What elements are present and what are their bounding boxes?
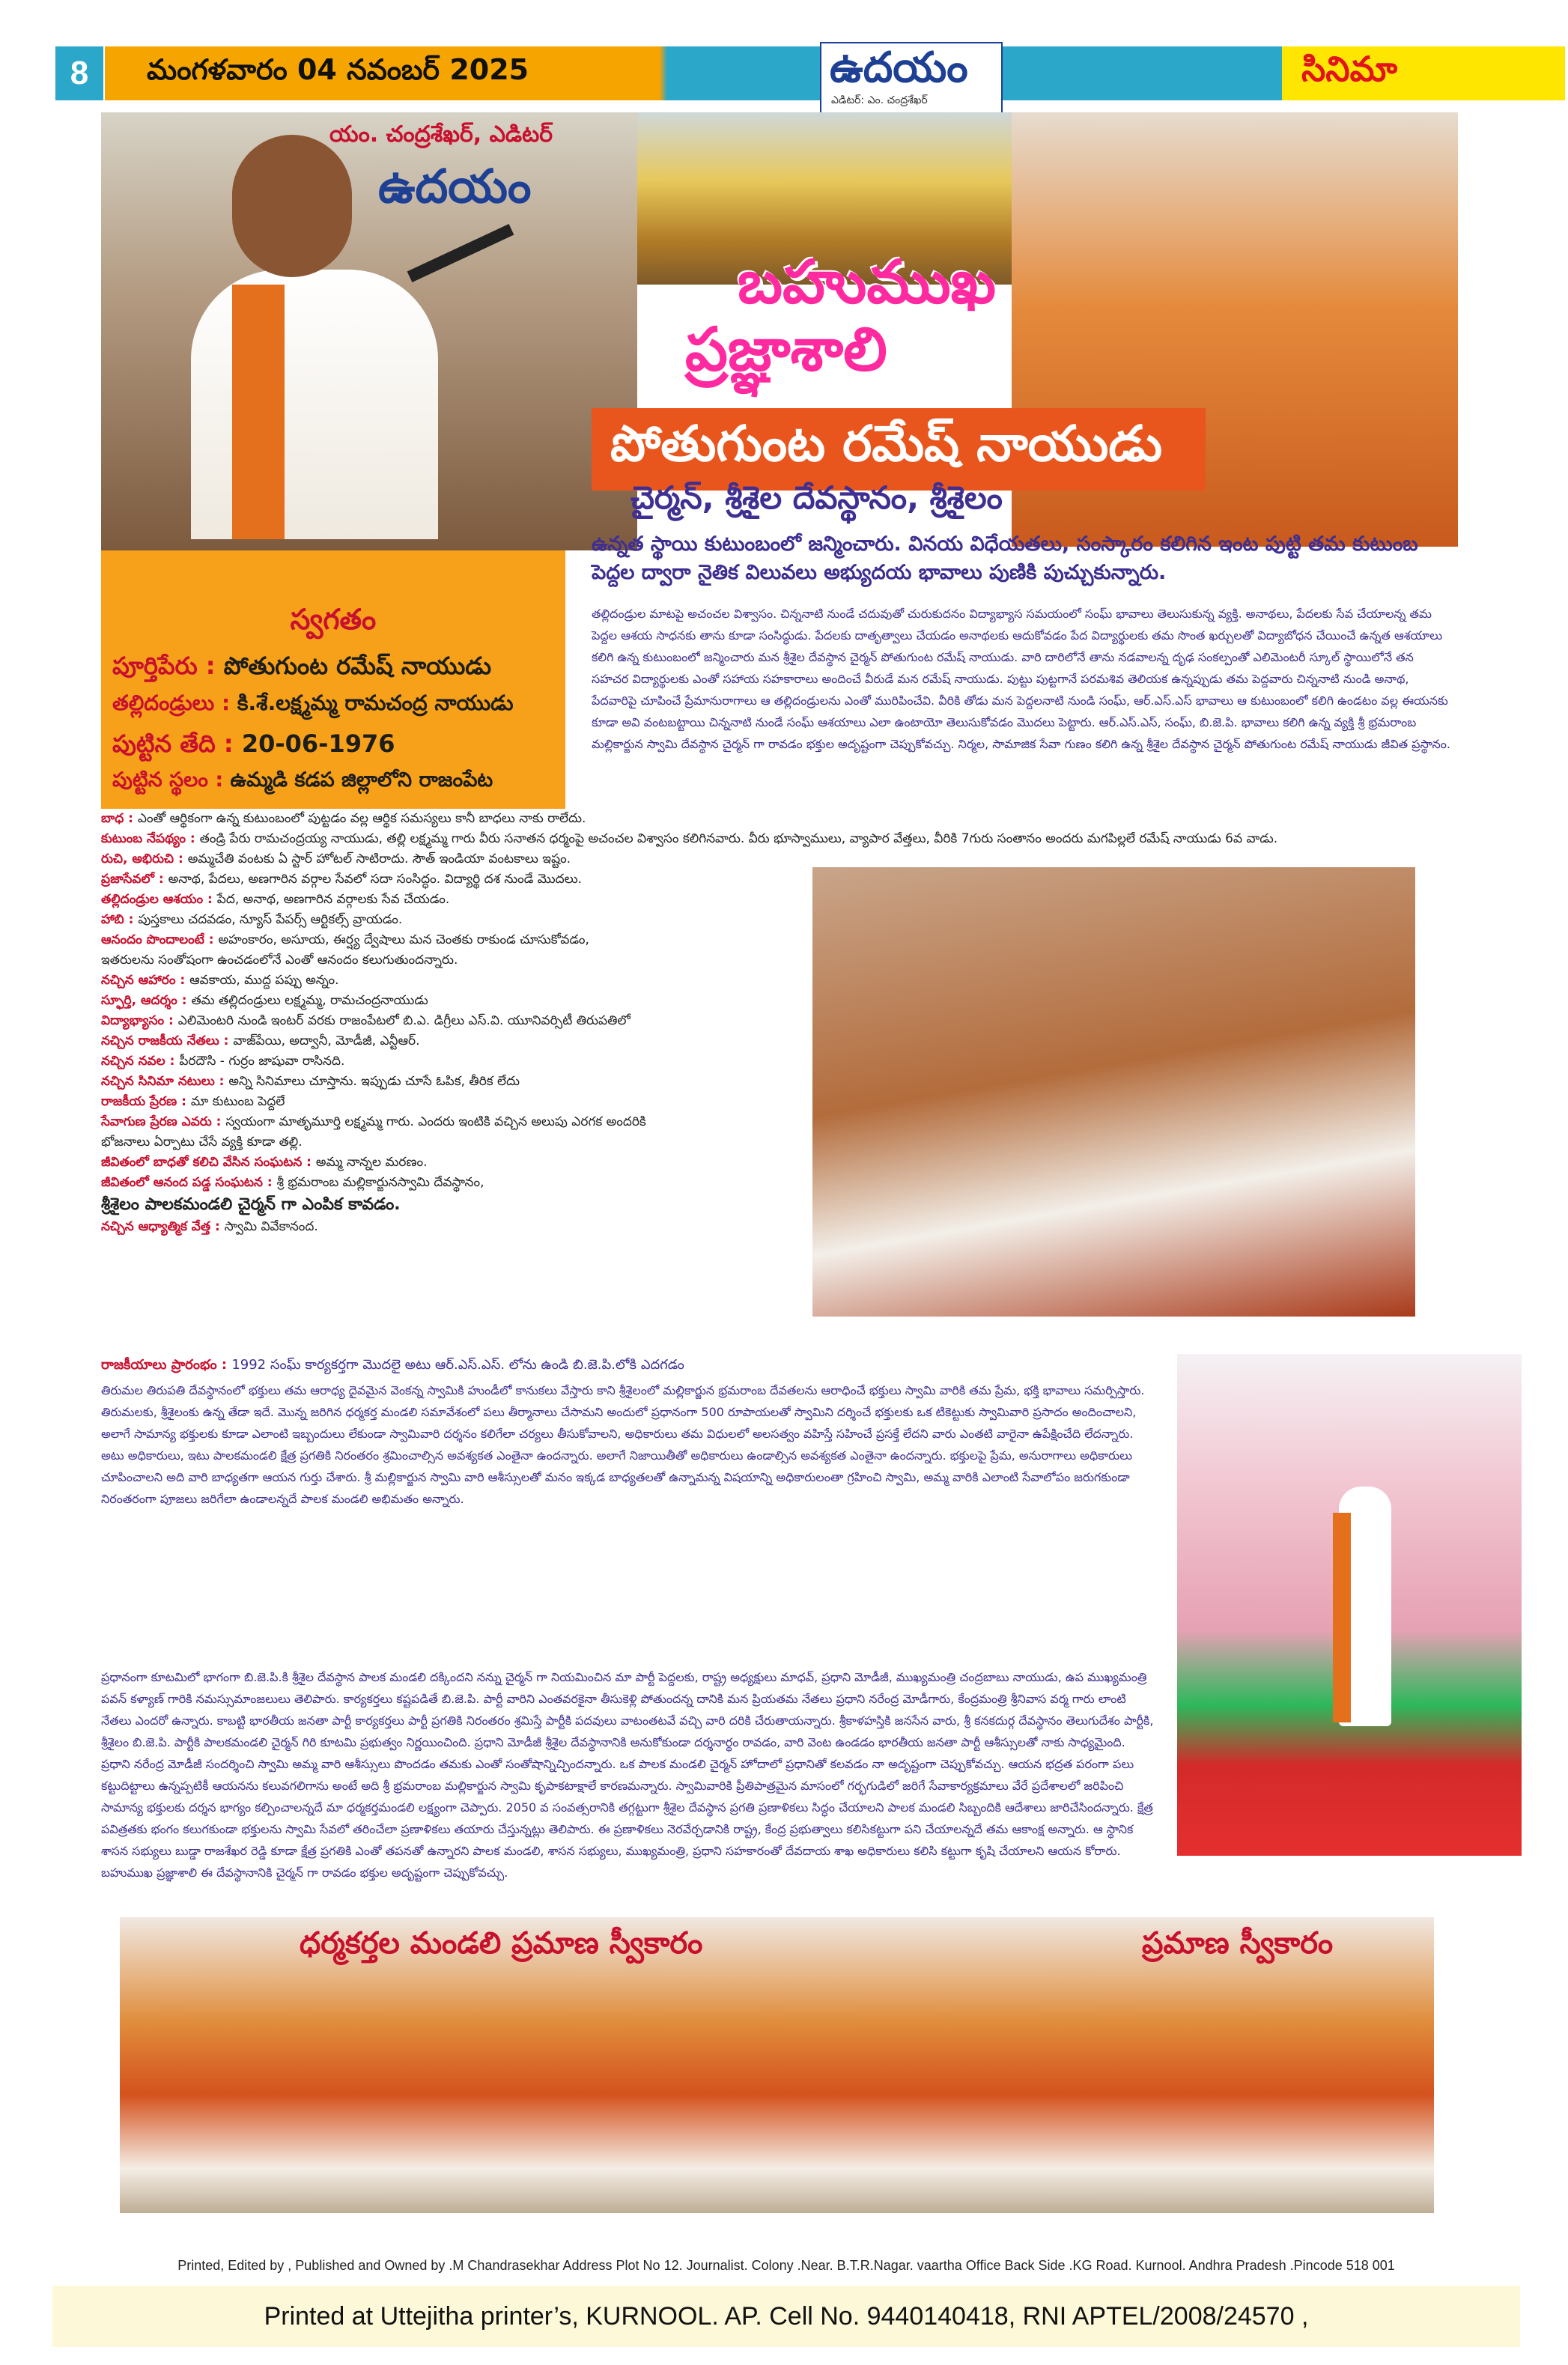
profile-row: పుట్టిన తేది : 20-06-1976: [112, 729, 395, 758]
intro-lead: ఉన్నత స్థాయి కుటుంబంలో జన్మించారు. వినయ విధేయతలు, సంస్కారం కలిగిన ఇంట పుట్టి తమ కుటుంబ పెద్దల ద్వారా నైతిక విలువలు అభ్యుదయ భావాలు పుణికి పుచ్చుకున్నారు.: [592, 532, 1418, 584]
speech-photo: [812, 867, 1415, 1317]
ceremony-banner-right: ప్రమాణ స్వీకారం: [1142, 1926, 1334, 1961]
fact-item: నచ్చిన సినిమా నటులు : అన్ని సినిమాలు చూస్తాను. ఇప్పుడు చూసే ఓపిక, తీరిక లేదు: [101, 1074, 520, 1089]
hero-photo-figure: [191, 270, 438, 539]
editor-name: యం. చంద్రశేఖర్, ఎడిటర్: [329, 121, 553, 148]
politics-body-1: తిరుమల తిరుపతి దేవస్థానంలో భక్తులు తమ ఆరాధ్య దైవమైన వెంకన్న స్వామికి హుండీలో కానుకలు వేస్తారు కాని శ్రీశైలంలో మల్లికార్జున భ్రమరాంబ దేవతలను ఆరాధించే భక్తులు స్వామి వారికి తమ ప్రేమ, భక్తి భావాలు సమర్పిస్తారు. తిరుమలకు, శ్రీశైలంకు ఉన్న తేడా ఇదే. మొన్న జరిగిన ధర్మకర్త మండలి సమావేశంలో పలు తీర్మానాలు చేసామని అందులో ప్రధానంగా 500 రూపాయలతో స్వామిని దర్శించే భక్తులకు ఒక టికెట్టుకు స్వామివారి ప్రసాదం అందించాలని, అలాగే సామాన్య భక్తులకు కూడా ఎలాంటి ఇబ్బందులు లేకుండా స్వామివారి దర్శనం కలిగేలా చర్యలు తీసుకోవాలని, అధికారులు తమ విధులలో అలసత్వం వహిస్తే సహించే ప్రసక్తే లేదని వారు ఎంతటి వారైనా ఉపేక్షించేది లేదన్నారు. అటు అధికారులు, ఇటు పాలకమండలి క్షేత్ర ప్రగతికి నిరంతరం శ్రమించాల్సిన అవశ్యకత ఎంతైనా ఉందన్నారు. అలాగే నిజాయితీతో అధికారులు ఉండాల్సిన అవశ్యకత ఎంతైనా ఉందన్నారు. భక్తులపై ప్రేమ, అనురాగాలు అధికారులు చూపించాలని అది వారి బాధ్యతగా ఆయన గుర్తు చేశారు. శ్రీ మల్లికార్జున స్వామి వారి ఆశీస్సులతో మనం ఇక్కడ బాధ్యతలతో ఉన్నామన్న విషయాన్ని అధికారులంతా గ్రహించి స్వామి, అమ్మ వారికి ఎలాంటి సేవాలోపం జరుగకుండా నిరంతరంగా పూజలు జరిగేలా ఉండాలన్నదే పాలక మండలి అభిమతం అన్నారు.: [101, 1383, 1145, 1506]
profile-row: పుట్టిన స్థలం : ఉమ్మడి కడప జిల్లాలోని రాజంపేట: [112, 768, 493, 792]
printer-line: Printed at Uttejitha printer’s, KURNOOL. AP. Cell No. 9440140418, RNI APTEL/2008/24570 ,: [52, 2286, 1520, 2347]
fact-item: బాధ : ఎంతో ఆర్థికంగా ఉన్న కుటుంబంలో పుట్టడం వల్ల ఆర్థిక సమస్యలు కానీ బాధలు నాకు రాలేదు.: [101, 811, 586, 826]
fact-item: భోజనాలు ఏర్పాటు చేసే వ్యక్తి కూడా తల్లి.: [101, 1135, 303, 1150]
profile-row: తల్లిదండ్రులు : కి.శే.లక్ష్మమ్మ రామచంద్ర నాయుడు: [112, 690, 514, 715]
hero-photo-scarf: [232, 285, 285, 539]
fact-item: నచ్చిన ఆధ్యాత్మిక వేత్త : స్వామి వివేకానంద.: [101, 1219, 318, 1234]
hero-photo-face: [232, 135, 352, 277]
profile-row: పూర్తిపేరు : పోతుగుంట రమేష్ నాయుడు: [112, 652, 492, 680]
issue-date: మంగళవారం 04 నవంబర్ 2025: [147, 53, 529, 86]
fact-item: స్ఫూర్తి, ఆదర్శం : తమ తల్లిదండ్రులు లక్ష్మమ్మ, రామచంద్రనాయుడు: [101, 993, 428, 1008]
fact-item: హాబి : పుస్తకాలు చదవడం, న్యూస్ పేపర్స్ ఆర్టికల్స్ వ్రాయడం.: [101, 912, 403, 927]
politics-section: [101, 1354, 1157, 1510]
fact-item: శ్రీశైలం పాలకమండలి చైర్మన్ గా ఎంపిక కావడం.: [101, 1195, 401, 1214]
fact-item: జీవితంలో బాధతో కలిచి వేసిన సంఘటన : అమ్మ నాన్నల మరణం.: [101, 1155, 428, 1170]
fact-item: ప్రజాసేవలో : అనాథ, పేదలు, అణగారిన వర్గాల సేవలో సదా సంసిద్ధం. విద్యార్థి దశ నుండే మొదలు.: [101, 872, 582, 887]
fact-item: రాజకీయ ప్రేరణ : మా కుటుంబ పెద్దలే: [101, 1094, 285, 1109]
politics-lead: రాజకీయాలు ప్రారంభం : 1992 సంఘ్ కార్యకర్తగా మొదలై అటు ఆర్.ఎస్.ఎస్. లోను ఉండి బి.జె.పి.లోకి ఎదగడం: [101, 1357, 684, 1373]
fact-item: నచ్చిన ఆహారం : ఆవకాయ, ముద్ద పప్పు అన్నం.: [101, 973, 339, 988]
fact-item: సేవాగుణ ప్రేరణ ఎవరు : స్వయంగా మాతృమూర్తి లక్ష్మమ్మ గారు. ఎందరు ఇంటికి వచ్చిన అలుపు ఎరగక అందరికి: [101, 1114, 646, 1129]
editor-paper-logo: ఉదయం: [378, 159, 532, 213]
headline-line-2: ప్రజ్ఞాశాలి: [685, 315, 887, 384]
profile-title: స్వగతం: [290, 603, 377, 636]
fact-item: రుచి, అభిరుచి : అమ్మచేతి వంటకు ఏ స్టార్ హోటల్ సాటిరాదు. సౌత్ ఇండియా వంటకాలు ఇష్టం.: [101, 851, 571, 866]
designation: చైర్మన్, శ్రీశైల దేవస్థానం, శ్రీశైలం: [630, 479, 1003, 516]
fact-item: నచ్చిన నవల : పీరదౌసి - గుర్రం జాషువా రాసినది.: [101, 1054, 345, 1069]
headline-line-1: బహుముఖ: [738, 247, 997, 317]
imprint-line: Printed, Edited by , Published and Owned by .M Chandrasekhar Address Plot No 12. Journalist. Colony .Near. B.T.R.Nagar. vaartha Office Back Side .KG Road. Kurnool. Andhra Pradesh .Pincode 518 001: [52, 2244, 1520, 2287]
fact-item: విద్యాభ్యాసం : ఎలిమెంటరి నుండి ఇంటర్ వరకు రాజంపేటలో బి.ఎ. డిగ్రీలు ఎస్.వి. యూనివర్సిటీ తిరుపతిలో: [101, 1013, 630, 1028]
section-title: సినిమా: [1301, 49, 1398, 89]
masthead-sub: ఎడిటర్: ఎం. చంద్రశేఖర్: [831, 94, 928, 106]
fact-item: జీవితంలో ఆనంద పడ్డ సంఘటన : శ్రీ భ్రమరాంబ మల్లికార్జునస్వామి దేవస్థానం,: [101, 1175, 484, 1190]
fact-item: తల్లిదండ్రుల ఆశయం : పేద, అనాథ, అణగారిన వర్గాలకు సేవ చేయడం.: [101, 892, 450, 907]
page-number: 8: [55, 46, 103, 100]
intro-body: తల్లిదండ్రుల మాటపై అచంచల విశ్వాసం. చిన్ననాటి నుండే చదువుతో చురుకుదనం విద్యాభ్యాస సమయంలో సంఘ్ భావాలు తెలుసుకున్న వ్యక్తి. అనాథలు, పేదలకు సేవ చేయాలన్న తమ పెద్దల ఆశయ సాధనకు తాను కూడా సంసిద్ధుడు. పేదలకు దాతృత్వాలు చేయడం అనాథలకు ఆదుకోవడం పేద విద్యార్థులకు తమ సొంత ఖర్చులతో విద్యాబోధన చేయించే ఉన్నత ఆశయాలు కలిగి ఉన్న కుటుంబంలో జన్మించారు మన శ్రీశైల దేవస్థాన చైర్మన్ పోతుగుంట రమేష్ నాయుడు. వారి దారిలోనే తాను నడవాలన్న దృఢ సంకల్పంతో ఎలిమెంటరీ స్కూల్ స్థాయిలోనే తన సహచర విద్యార్థులకు ఎంతో సహాయ సహకారాలు అందించే వీరుడే మన రమేష్ నాయుడు. పుట్టు పుట్టగానే పరమశివ తెలియక ఉన్నప్పుడు తమ పెద్దవారు చిన్ననాటి నుండి అనాథ, పేదవారిపై చూపించే ప్రేమానురాగాలు ఆ తల్లిదండ్రులను ఎంతో మురిపించేవి. వీరికి తోడు మన పెద్దలనాటి నుండి సంఘ్, ఆర్.ఎస్.ఎస్ భావాలు ఆ కుటుంబంలో కలిగి ఉండటం వల్ల ఈయనకు కూడా అవి వంటబట్టాయి చిన్ననాటి నుండే సంఘ్ ఆశయాలు ఎలా ఉంటాయో తెలుసుకోవడం మొదలు పెట్టారు. ఆర్.ఎస్.ఎస్, సంఘ్, బి.జె.పి. భావాలు కలిగి ఉన్న వ్యక్తి శ్రీ భ్రమరాంబ మల్లికార్జున స్వామి దేవస్థాన చైర్మన్ గా రావడం భక్తుల అదృష్టంగా చెప్పుకోవచ్చు. నిర్మల, సామాజిక సేవా గుణం కలిగి ఉన్న శ్రీశైల దేవస్థాన చైర్మన్ పోతుగుంట రమేష్ నాయుడు జీవిత ప్రస్థానం.: [592, 607, 1450, 751]
masthead-logo: ఉదయం: [830, 43, 968, 92]
fact-item: ఆనందం పొందాలంటే : అహంకారం, అసూయ, ఈర్ష్య ద్వేషాలు మన చెంతకు రాకుండ చూసుకోవడం,: [101, 932, 589, 947]
politics-body-2: ప్రధానంగా కూటమిలో భాగంగా బి.జె.పి.కి శ్రీశైల దేవస్థాన పాలక మండలి దక్కిందని నన్ను చైర్మన్ గా నియమించిన మా పార్టీ పెద్దలకు, రాష్ట్ర అధ్యక్షులు మాధవ్, ప్రధాని మోడీజీ, ముఖ్యమంత్రి చంద్రబాబు నాయుడు, ఉప ముఖ్యమంత్రి పవన్ కళ్యాణ్ గారికి నమస్సుమాంజలులు తెలిపారు. కార్యకర్తలు కష్టపడితే బి.జె.పి. పార్టీ వారిని ఎంతవరకైనా తీసుకెళ్లి పోతుందన్న దానికి మన ప్రియతమ నేతలు ప్రధాని నరేంద్ర మోడీగారు, కేంద్రమంత్రి శ్రీనివాస వర్మ గారు లాంటి నేతలు ఎందరో ఉన్నారు. కాబట్టి భారతీయ జనతా పార్టీ కార్యకర్తలు పార్టీ ప్రగతికి నిరంతరం శ్రమిస్తే పార్టీకి పదవులు వాటంతటవే వచ్చి వారి దరికి చేరుతాయన్నారు. శ్రీకాళహస్తికి జనసేన వారు, శ్రీ కనకదుర్గ దేవస్థానం తెలుగుదేశం పార్టీకి, శ్రీశైలం బి.జె.పి. పార్టీకి పాలకమండలి చైర్మన్ గిరి కూటమి ప్రభుత్వం నిర్ణయించింది. ప్రధాని మోడీజీ శ్రీశైల దేవస్థానానికి అనుకోకుండా దర్శనార్థం రావడం, వారి వెంట ఉండడం భారతీయ జనతా పార్టీ ఆశీస్సులతో నాకు సాధ్యమైంది. ప్రధాని నరేంద్ర మోడీజీ సందర్శించి స్వామి అమ్మ వారి ఆశీస్సులు పొందడం తమకు ఎంతో సంతోషాన్నిచ్చిందన్నారు. ఒక పాలక మండలి చైర్మన్ హోదాలో ప్రధానితో కలవడం నా అదృష్టంగా చెప్పుకోవచ్చు. ఆయన భద్రత పరంగా పలు కట్టుదిట్టాలు ఉన్నప్పటికీ ఆయనను కలువగలిగాను అంటే అది శ్రీ భ్రమరాంబ మల్లికార్జున స్వామి కృపాకటాక్షాలే కారణమన్నారు. స్వామివారికి ప్రీతిపాత్రమైన మాసంలో గర్భగుడిలో జరిగే సేవాకార్యక్రమాలు వేరే ప్రదేశాలలో జరిపించి సామాన్య భక్తులకు దర్శన భాగ్యం కల్పించాలన్నదే మా ధర్మకర్తమండలి లక్ష్యంగా చెప్పారు. 2050 వ సంవత్సరానికి తగ్గట్టుగా శ్రీశైల దేవస్థాన ప్రగతి ప్రణాళికలు సిద్ధం చేయాలని పాలక మండలి సిబ్బందికి ఆదేశాలు జారిచేసిందన్నారు. క్షేత్ర పవిత్రతకు భంగం కలుగకుండా భక్తులను స్వామి సేవలో తరించేలా ప్రణాళికలు తయారు చేస్తున్నట్లు తెలిపారు. ఈ ప్రణాళికలు నెరవేర్చడానికి రాష్ట్ర, కేంద్ర ప్రభుత్వాలు కలిసికట్టుగా పని చేయాలన్నదే తమ ఆకాంక్ష అన్నారు. ఆ స్థానిక శాసన సభ్యులు బుడ్డా రాజశేఖర రెడ్డి కూడా క్షేత్ర ప్రగతికి ఎంతో తపనతో ఉన్నారని పాలక మండలి, శాసన సభ్యులు, ముఖ్యమంత్రి, ప్రధాని సహకారంతో దేవదాయ శాఖ అధికారులు కలిసి కట్టుగా కృషి చేయాలని ఆయన కోరారు. బహుముఖ ప్రజ్ఞాశాలి ఈ దేవస్థానానికి చైర్మన్ గా రావడం భక్తుల అదృష్టంగా చెప్పుకోవచ్చు.: [101, 1670, 1154, 1880]
temple-entrance-scarf: [1333, 1513, 1351, 1722]
ceremony-banner-left: ధర్మకర్తల మండలి ప్రమాణ స్వీకారం: [300, 1926, 703, 1961]
person-name: పోతుగుంట రమేష్ నాయుడు: [610, 414, 1163, 473]
facts-list: [101, 809, 1278, 1237]
fact-item: ఇతరులను సంతోషంగా ఉంచడంలోనే ఎంతో ఆనందం కలుగుతుందన్నారు.: [101, 953, 458, 968]
fact-item: నచ్చిన రాజకీయ నేతలు : వాజ్‌పేయి, అద్వానీ, మోడీజీ, ఎన్టీఆర్.: [101, 1033, 420, 1048]
fact-item: కుటుంబ నేపథ్యం : తండ్రి పేరు రామచంద్రయ్య నాయుడు, తల్లి లక్ష్మమ్మ గారు వీరు సనాతన ధర్మంపై అచంచల విశ్వాసం కలిగినవారు. వీరు భూస్వాములు, వ్యాపార వేత్తలు, వీరికి 7గురు సంతానం అందరు మగపిల్లలే రమేష్ నాయుడు 6వ వాడు.: [101, 831, 1278, 846]
